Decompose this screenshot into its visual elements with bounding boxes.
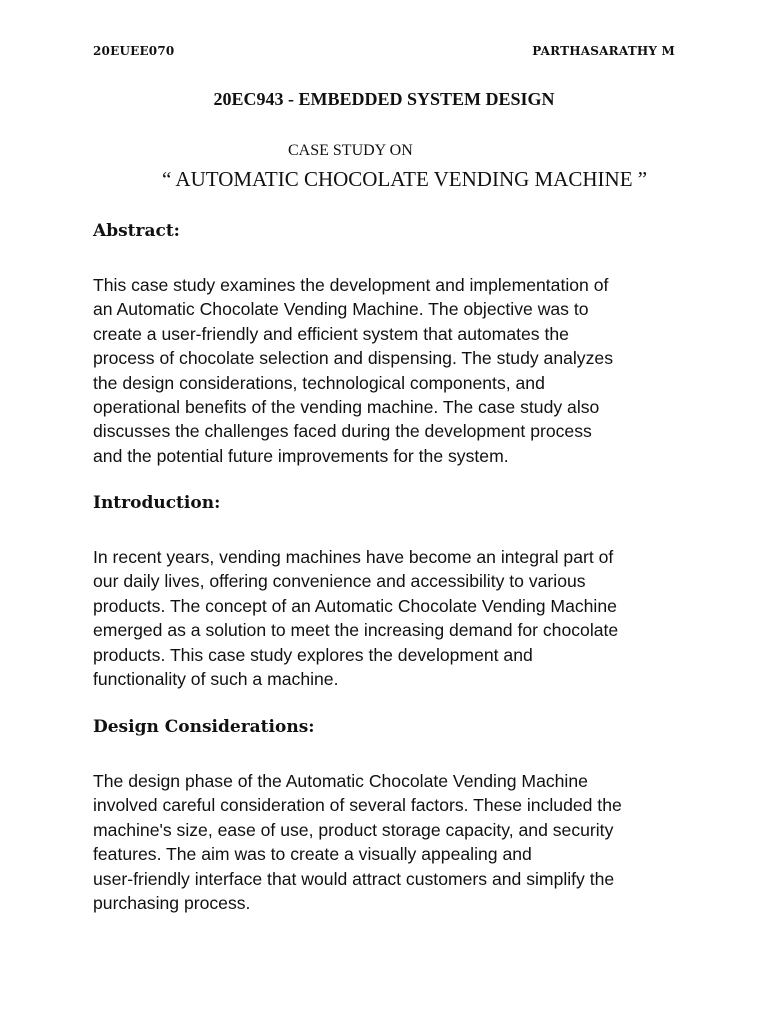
paragraph-line: operational benefits of the vending machine. The case study also (93, 397, 600, 418)
case-study-title: “ AUTOMATIC CHOCOLATE VENDING MACHINE ” (162, 167, 648, 191)
paragraph-line: functionality of such a machine. (93, 669, 339, 690)
section-body-design-considerations (93, 769, 693, 915)
paragraph-line: involved careful consideration of several factors. These included the (93, 795, 622, 816)
paragraph-line: the design considerations, technological components, and (93, 372, 545, 393)
paragraph-line: user-friendly interface that would attract customers and simplify the (93, 868, 615, 889)
paragraph-line: purchasing process. (93, 893, 251, 914)
document-subtitle: CASE STUDY ON (288, 142, 413, 159)
header-author: PARTHASARATHY M (532, 44, 675, 58)
paragraph-line: In recent years, vending machines have become an integral part of (93, 547, 614, 567)
paragraph-line: our daily lives, offering convenience and accessibility to various (93, 571, 586, 592)
paragraph-line: create a user-friendly and efficient system that automates the (93, 323, 569, 344)
paragraph-line: an Automatic Chocolate Vending Machine. The objective was to (93, 299, 589, 320)
document-title: 20EC943 - EMBEDDED SYSTEM DESIGN (213, 89, 555, 109)
paragraph-line: products. The concept of an Automatic Chocolate Vending Machine (93, 595, 617, 616)
paragraph-line: The design phase of the Automatic Chocolate Vending Machine (93, 771, 588, 791)
header-roll-number: 20EUEE070 (93, 44, 175, 58)
paragraph-line: products. This case study explores the development and (93, 644, 533, 665)
paragraph-line: features. The aim was to create a visually appealing and (93, 844, 532, 865)
paragraph-line: This case study examines the development and implementation of (93, 275, 609, 295)
section-heading-design-considerations: Design Considerations: (93, 717, 315, 737)
paragraph-line: process of chocolate selection and dispensing. The study analyzes (93, 348, 613, 369)
section-heading-abstract: Abstract: (93, 221, 180, 241)
section-heading-introduction: Introduction: (93, 493, 221, 513)
paragraph-line: machine's size, ease of use, product storage capacity, and security (93, 819, 614, 840)
paragraph-line: and the potential future improvements for the system. (93, 445, 509, 466)
section-body-introduction (93, 545, 693, 691)
paragraph-line: emerged as a solution to meet the increasing demand for chocolate (93, 620, 619, 641)
section-body-abstract (93, 273, 693, 468)
paragraph-line: discusses the challenges faced during the development process (93, 421, 592, 442)
